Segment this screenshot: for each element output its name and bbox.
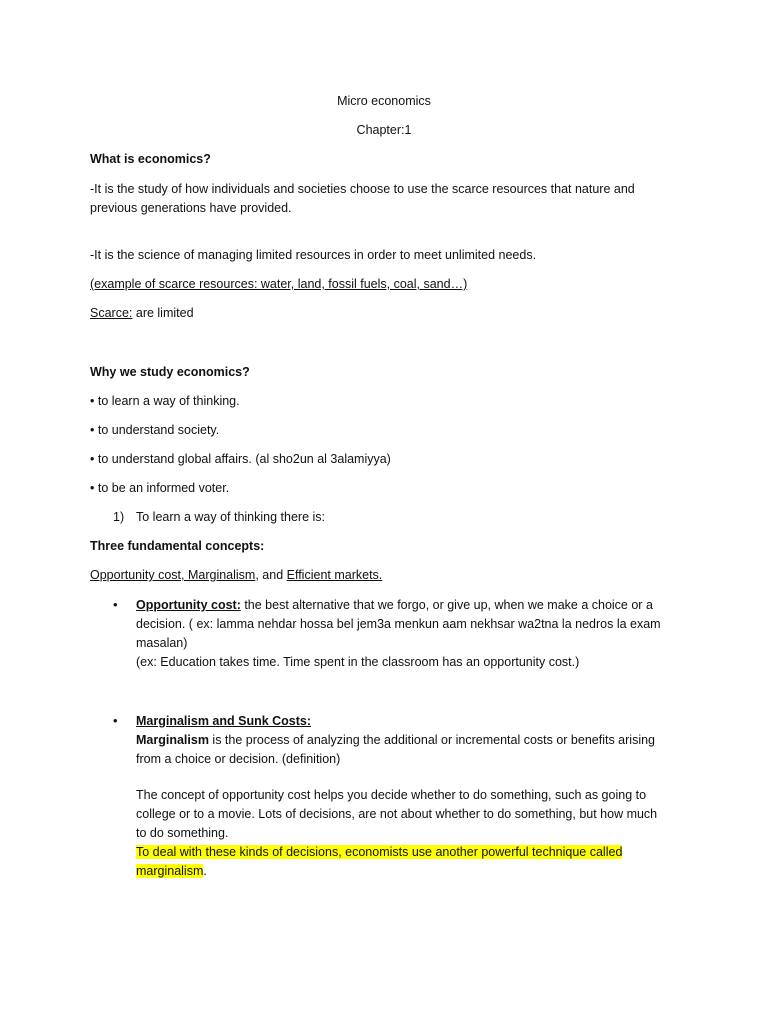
concepts-list-line	[90, 566, 382, 585]
concepts-separator: , and	[255, 568, 287, 582]
marginalism-def: is the process of analyzing the additional or incremental costs or benefits arising	[208, 733, 656, 747]
bullet-icon: •	[113, 713, 118, 728]
paragraph-line-2: college or to a movie. Lots of decisions, are not about whether to do something, but how much	[136, 807, 658, 821]
marginalism-heading: Marginalism and Sunk Costs:	[136, 714, 312, 728]
chapter-label: Chapter:1	[356, 123, 412, 137]
highlighted-text: To deal with these kinds of decisions, economists use another powerful technique called	[136, 845, 623, 859]
heading-what-is-economics: What is economics?	[90, 152, 211, 166]
scarce-meaning: are limited	[132, 306, 194, 320]
numbered-marker: 1)	[113, 510, 125, 524]
opportunity-cost-line-3: masalan)	[136, 636, 188, 650]
opportunity-cost-line-2: decision. ( ex: lamma nehdar hossa bel jem3a menkun aam nekhsar wa2tna la nedros la exam	[136, 617, 661, 631]
definition-2: -It is the science of managing limited resources in order to meet unlimited needs.	[90, 248, 537, 262]
concepts-part-1: Opportunity cost, Marginalism	[90, 568, 256, 582]
marginalism-line-2: from a choice or decision. (definition)	[136, 752, 341, 766]
highlighted-line-1	[136, 843, 622, 862]
paragraph-line-1: The concept of opportunity cost helps you decide whether to do something, such as going to	[136, 788, 647, 802]
marginalism-term: Marginalism	[136, 733, 209, 747]
scarce-definition	[90, 304, 194, 323]
numbered-item-text: To learn a way of thinking there is:	[136, 510, 325, 524]
paragraph-line-3: to do something.	[136, 826, 229, 840]
definition-1-line-1: -It is the study of how individuals and societies choose to use the scarce resources that nature and	[90, 182, 635, 196]
opportunity-cost-line-1	[136, 596, 653, 615]
concepts-part-2: Efficient markets.	[286, 568, 383, 582]
scarce-term: Scarce:	[90, 306, 133, 320]
reason-item: • to be an informed voter.	[90, 481, 230, 495]
sentence-end: .	[203, 864, 207, 878]
highlighted-text: marginalism	[136, 864, 204, 878]
highlighted-line-2	[136, 862, 207, 881]
reason-item: • to learn a way of thinking.	[90, 394, 240, 408]
definition-1-line-2: previous generations have provided.	[90, 201, 292, 215]
opportunity-cost-term: Opportunity cost:	[136, 598, 241, 612]
opportunity-cost-def: the best alternative that we forgo, or give up, when we make a choice or a	[240, 598, 653, 612]
heading-why-study-economics: Why we study economics?	[90, 365, 250, 379]
scarce-resources-example: (example of scarce resources: water, land, fossil fuels, coal, sand…)	[90, 277, 468, 291]
marginalism-line-1	[136, 731, 655, 750]
bullet-icon: •	[113, 597, 118, 612]
reason-item: • to understand society.	[90, 423, 220, 437]
reason-item: • to understand global affairs. (al sho2un al 3alamiyya)	[90, 452, 391, 466]
heading-three-concepts: Three fundamental concepts:	[90, 539, 265, 553]
document-title: Micro economics	[337, 94, 431, 108]
opportunity-cost-line-4: (ex: Education takes time. Time spent in the classroom has an opportunity cost.)	[136, 655, 580, 669]
